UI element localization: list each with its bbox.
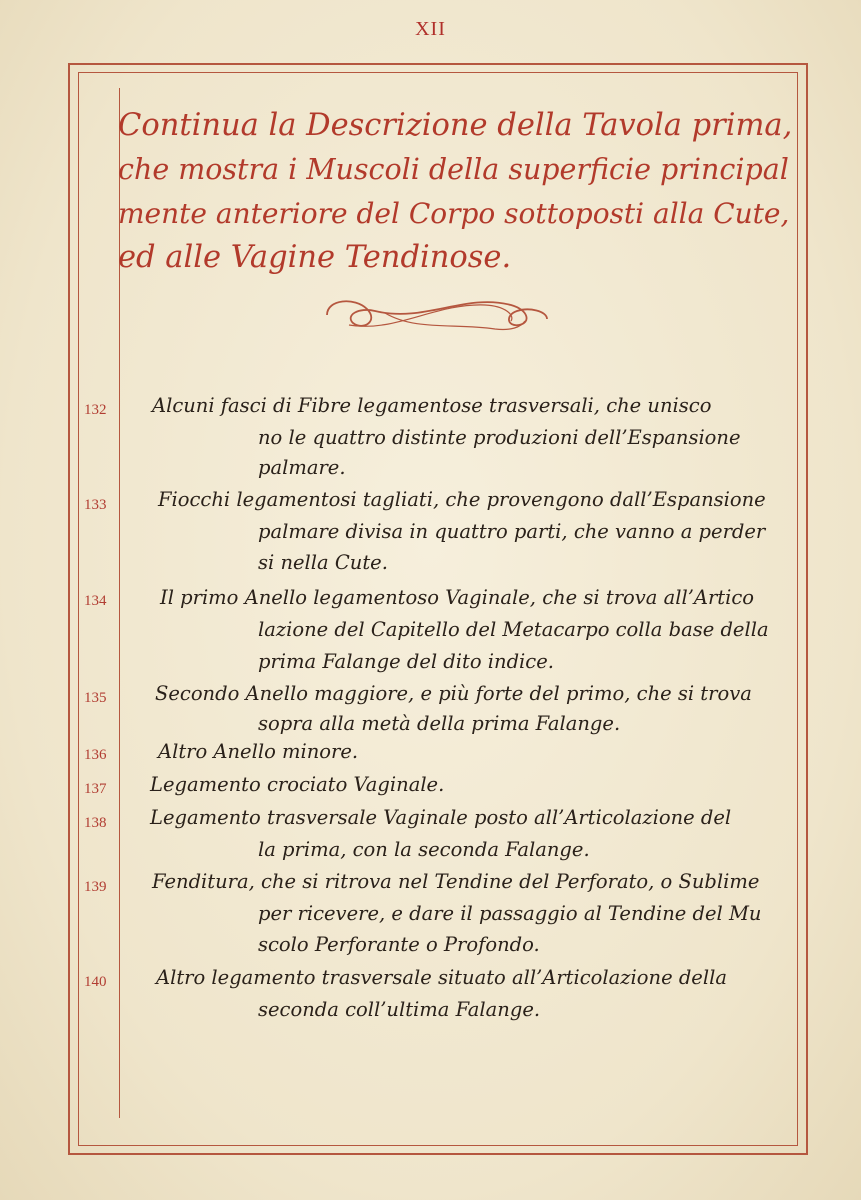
entry-line: scolo Perforante o Profondo. <box>258 933 540 956</box>
entry-line: lazione del Capitello del Metacarpo colla base della <box>258 618 769 641</box>
entry-number: 135 <box>84 690 107 706</box>
entry-line: sopra alla metà della prima Falange. <box>258 712 621 735</box>
entry-number: 137 <box>84 781 107 797</box>
entry-number: 134 <box>84 593 107 609</box>
title-line: che mostra i Muscoli della superficie principal <box>118 153 789 186</box>
entry-number: 140 <box>84 974 107 990</box>
entry-number: 133 <box>84 497 107 513</box>
title-line: Continua la Descrizione della Tavola prima, <box>118 108 793 143</box>
title-line: mente anteriore del Corpo sottoposti alla Cute, <box>118 197 790 230</box>
entry-number: 132 <box>84 402 107 418</box>
page-number: XII <box>415 18 446 40</box>
entry-line: Secondo Anello maggiore, e più forte del primo, che si trova <box>155 682 752 705</box>
entry-line: Fiocchi legamentosi tagliati, che provengono dall’Espansione <box>158 488 766 511</box>
entry-line: Legamento crociato Vaginale. <box>150 773 445 796</box>
entry-line: Fenditura, che si ritrova nel Tendine del Perforato, o Sublime <box>152 870 760 893</box>
entry-line: prima Falange del dito indice. <box>258 650 554 673</box>
entry-line: per ricevere, e dare il passaggio al Tendine del Mu <box>258 902 762 925</box>
entry-number: 138 <box>84 815 107 831</box>
entry-line: Altro Anello minore. <box>158 740 359 763</box>
entry-line: no le quattro distinte produzioni dell’Espansione <box>258 426 741 449</box>
entry-line: la prima, con la seconda Falange. <box>258 838 590 861</box>
entry-line: seconda coll’ultima Falange. <box>258 998 541 1021</box>
entry-line: palmare divisa in quattro parti, che vanno a perder <box>258 520 766 543</box>
entry-line: Legamento trasversale Vaginale posto all’Articolazione del <box>150 806 732 829</box>
entry-line: si nella Cute. <box>258 551 388 574</box>
entry-line: Alcuni fasci di Fibre legamentose trasversali, che unisco <box>152 394 712 417</box>
entry-line: Il primo Anello legamentoso Vaginale, che si trova all’Artico <box>160 586 755 609</box>
entry-line: palmare. <box>258 456 346 479</box>
entry-number: 139 <box>84 879 107 895</box>
entry-line: Altro legamento trasversale situato all’Articolazione della <box>156 966 727 989</box>
entry-number: 136 <box>84 747 107 763</box>
title-line: ed alle Vagine Tendinose. <box>118 240 512 275</box>
